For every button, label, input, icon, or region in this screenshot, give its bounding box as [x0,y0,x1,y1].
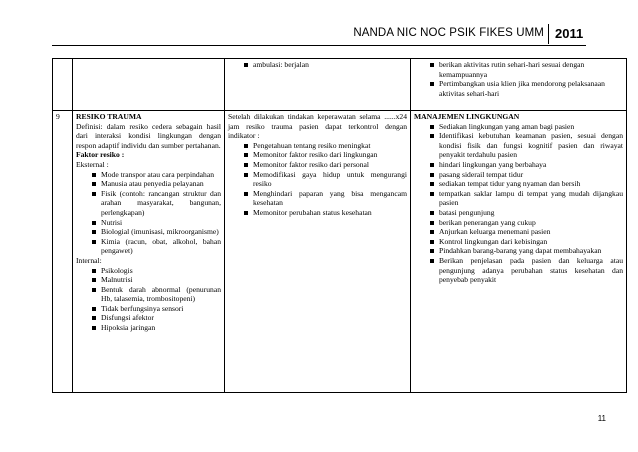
list-item: sediakan tempat tidur yang nyaman dan bersih [429,179,623,189]
list-item: Pindahkan barang-barang yang dapat membahayakan [429,246,623,256]
list-item: Biologial (imunisasi, mikroorganisme) [91,227,221,237]
table-row [53,59,627,111]
intervention-list [414,122,623,285]
list-item: Anjurkan keluarga menemani pasien [429,227,623,237]
cell-number [53,59,73,111]
intervention-list [414,60,623,98]
list-item: Tidak berfungsinya sensori [91,304,221,314]
list-item: Kontrol lingkungan dari kebisingan [429,237,623,247]
table-row [53,111,627,393]
external-list [76,170,221,256]
cell-number: 9 [53,111,73,393]
cell-outcome [225,59,411,111]
cell-outcome [225,111,411,393]
list-item: Nutrisi [91,218,221,228]
cell-intervention [411,59,627,111]
factors-title: Faktor resiko : [76,150,125,160]
list-item: Psikologis [91,266,221,276]
list-item: Identifikasi kebutuhan keamanan pasien, sesuai dengan kondisi fisik dan fungsi kognitif pasien dan riwayat penyakit terdahulu pasien [429,131,623,160]
list-item: Disfungsi afektor [91,313,221,323]
list-item: Menghindari paparan yang bisa mengancam kesehatan [243,189,407,208]
header-year: 2011 [555,26,584,41]
cell-diagnosis [73,59,225,111]
page-number: 11 [597,414,606,423]
list-item: Mode transpor atau cara perpindahan [91,170,221,180]
list-item: Kimia (racun, obat, alkohol, bahan pengawet) [91,237,221,256]
list-item: Memonitor perubahan status kesehatan [243,208,407,218]
list-item: Memonitor faktor resiko dari personal [243,160,407,170]
nanda-table [52,58,627,393]
intervention-title: MANAJEMEN LINGKUNGAN [414,112,520,121]
list-item: Bentuk darah abnormal (penurunan Hb, talasemia, trombositopeni) [91,285,221,304]
list-item: Pengetahuan tentang resiko meningkat [243,141,407,151]
internal-label: Internal: [76,255,102,265]
outcome-list [228,60,407,70]
list-item: tempatkan saklar lampu di tempat yang mudah dijangkau pasien [429,189,623,208]
page-header [0,24,638,46]
list-item: pasang siderail tempat tidur [429,170,623,180]
list-item: berikan aktivitas rutin sehari-hari sesuai dengan kemampuannya [429,60,623,79]
header-separator [548,24,549,44]
list-item: hindari lingkungan yang berbahaya [429,160,623,170]
external-label: Eksternal : [76,159,109,169]
list-item: Berikan penjelasan pada pasien dan keluarga atau pengunjung adanya perubahan status kesehatan dan penyebab penyakit [429,256,623,285]
list-item: Malnutrisi [91,275,221,285]
list-item: Manusia atau penyedia pelayanan [91,179,221,189]
list-item: Sediakan lingkungan yang aman bagi pasien [429,122,623,132]
outcome-list [228,141,407,218]
internal-list [76,266,221,333]
diagnosis-definition: Definisi: dalam resiko cedera sebagain hasil dari interaksi kondisi lingkungan dengan respon adaptif individu dan sumber pertahanan. [76,121,221,150]
list-item: batasi pengunjung [429,208,623,218]
cell-diagnosis [73,111,225,393]
cell-intervention [411,111,627,393]
outcome-intro: Setelah dilakukan tindakan keperawatan selama ......x24 jam resiko trauma pasien dapat terkontrol dengan indikator : [228,112,407,141]
header-title: NANDA NIC NOC PSIK FIKES UMM [353,27,544,39]
list-item: Pertimbangkan usia klien jika mendorong pelaksanaan aktivitas sehari-hari [429,79,623,98]
list-item: ambulasi: berjalan [243,60,407,70]
diagnosis-title: RESIKO TRAUMA [76,112,142,121]
list-item: Memodifikasi gaya hidup untuk mengurangi resiko [243,170,407,189]
list-item: Memonitor faktor resiko dari lingkungan [243,150,407,160]
list-item: berikan penerangan yang cukup [429,218,623,228]
list-item: Fisik (contoh: rancangan struktur dan arahan masyarakat, bangunan, perlengkapan) [91,189,221,218]
list-item: Hipoksia jaringan [91,323,221,333]
header-rule [52,45,586,46]
